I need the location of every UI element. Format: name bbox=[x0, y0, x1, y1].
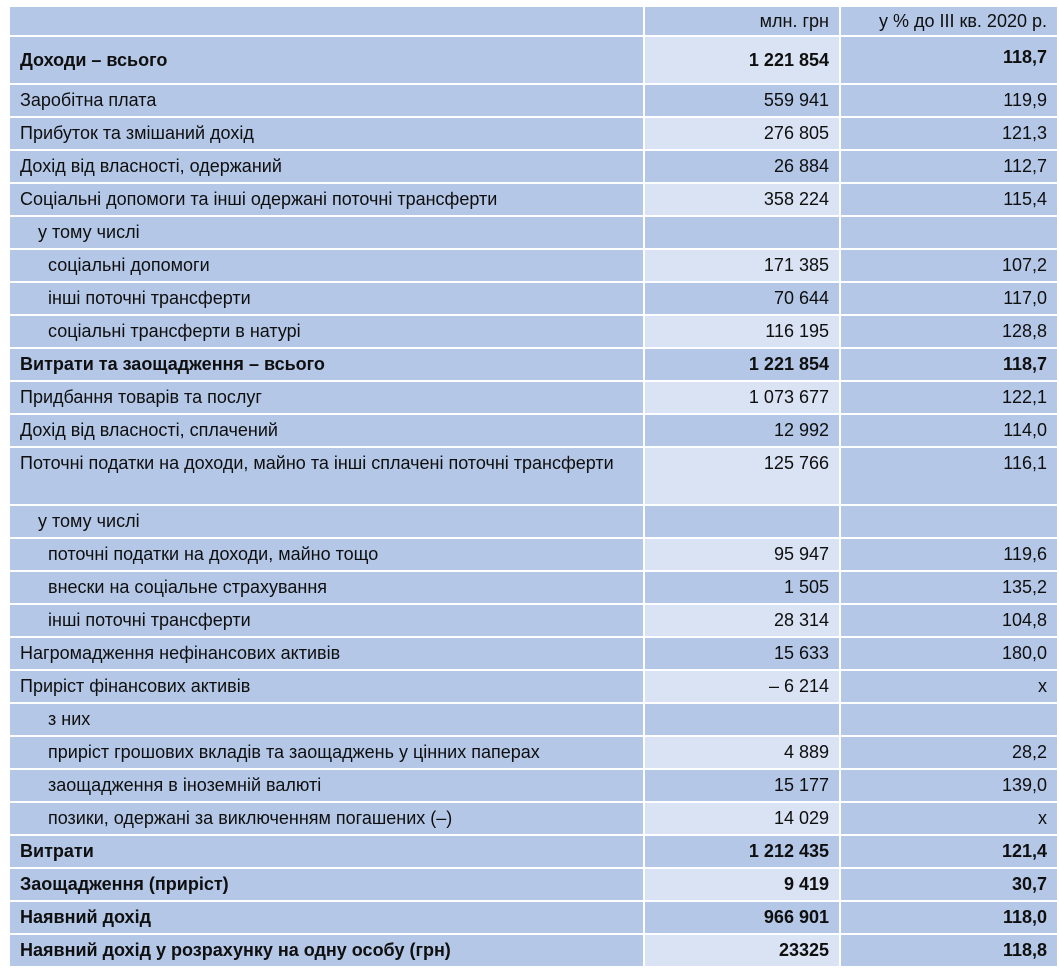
row-percent: 119,9 bbox=[841, 85, 1057, 116]
row-label: Витрати bbox=[10, 836, 643, 867]
row-value bbox=[645, 217, 839, 248]
row-label: інші поточні трансферти bbox=[10, 605, 643, 636]
row-percent: 180,0 bbox=[841, 638, 1057, 669]
row-label: Дохід від власності, одержаний bbox=[10, 151, 643, 182]
table-row bbox=[10, 572, 1057, 603]
row-value: 1 221 854 bbox=[645, 37, 839, 83]
table-row bbox=[10, 902, 1057, 933]
table-row bbox=[10, 37, 1057, 83]
row-value: 276 805 bbox=[645, 118, 839, 149]
row-percent: 115,4 bbox=[841, 184, 1057, 215]
row-percent: 135,2 bbox=[841, 572, 1057, 603]
table-row bbox=[10, 671, 1057, 702]
row-label: Поточні податки на доходи, майно та інші сплачені поточні трансферти bbox=[10, 448, 643, 504]
row-label: Придбання товарів та послуг bbox=[10, 382, 643, 413]
table-row bbox=[10, 638, 1057, 669]
table-row bbox=[10, 349, 1057, 380]
table-row bbox=[10, 184, 1057, 215]
table-row bbox=[10, 250, 1057, 281]
row-percent: 128,8 bbox=[841, 316, 1057, 347]
table-row bbox=[10, 935, 1057, 966]
row-value: 95 947 bbox=[645, 539, 839, 570]
table-row bbox=[10, 448, 1057, 504]
row-percent: 28,2 bbox=[841, 737, 1057, 768]
row-label: Заробітна плата bbox=[10, 85, 643, 116]
row-value: 12 992 bbox=[645, 415, 839, 446]
header-label bbox=[10, 7, 643, 35]
header-percent-column: у % до ІІІ кв. 2020 р. bbox=[841, 7, 1057, 35]
row-percent: 139,0 bbox=[841, 770, 1057, 801]
table-row bbox=[10, 382, 1057, 413]
table-row bbox=[10, 539, 1057, 570]
row-percent: x bbox=[841, 803, 1057, 834]
row-value: 125 766 bbox=[645, 448, 839, 504]
table-row bbox=[10, 85, 1057, 116]
row-value bbox=[645, 704, 839, 735]
row-percent bbox=[841, 217, 1057, 248]
income-expenditure-table bbox=[8, 5, 1059, 968]
row-percent: 118,7 bbox=[841, 349, 1057, 380]
row-percent: 122,1 bbox=[841, 382, 1057, 413]
row-percent: 121,4 bbox=[841, 836, 1057, 867]
row-label: соціальні трансферти в натурі bbox=[10, 316, 643, 347]
row-label: Заощадження (приріст) bbox=[10, 869, 643, 900]
table-row bbox=[10, 217, 1057, 248]
header-value-column: млн. грн bbox=[645, 7, 839, 35]
row-percent: x bbox=[841, 671, 1057, 702]
row-label: приріст грошових вкладів та заощаджень у цінних паперах bbox=[10, 737, 643, 768]
table-row bbox=[10, 869, 1057, 900]
row-percent: 117,0 bbox=[841, 283, 1057, 314]
row-value: 966 901 bbox=[645, 902, 839, 933]
row-percent: 107,2 bbox=[841, 250, 1057, 281]
row-value: 116 195 bbox=[645, 316, 839, 347]
row-value: 26 884 bbox=[645, 151, 839, 182]
row-value: 1 073 677 bbox=[645, 382, 839, 413]
table-row bbox=[10, 704, 1057, 735]
row-percent: 118,0 bbox=[841, 902, 1057, 933]
row-percent: 30,7 bbox=[841, 869, 1057, 900]
row-value: 4 889 bbox=[645, 737, 839, 768]
table-row bbox=[10, 151, 1057, 182]
row-label: у тому числі bbox=[10, 506, 643, 537]
row-label: інші поточні трансферти bbox=[10, 283, 643, 314]
table-row bbox=[10, 803, 1057, 834]
row-label: Витрати та заощадження – всього bbox=[10, 349, 643, 380]
row-label: поточні податки на доходи, майно тощо bbox=[10, 539, 643, 570]
table-row bbox=[10, 770, 1057, 801]
table-row bbox=[10, 737, 1057, 768]
row-label: Приріст фінансових активів bbox=[10, 671, 643, 702]
row-value: 14 029 bbox=[645, 803, 839, 834]
row-value: 1 212 435 bbox=[645, 836, 839, 867]
row-value bbox=[645, 506, 839, 537]
row-label: Дохід від власності, сплачений bbox=[10, 415, 643, 446]
row-value: 70 644 bbox=[645, 283, 839, 314]
row-percent bbox=[841, 704, 1057, 735]
row-label: Прибуток та змішаний дохід bbox=[10, 118, 643, 149]
row-label: Доходи – всього bbox=[10, 37, 643, 83]
row-label: внески на соціальне страхування bbox=[10, 572, 643, 603]
row-value: 358 224 bbox=[645, 184, 839, 215]
table-row bbox=[10, 506, 1057, 537]
row-percent: 118,7 bbox=[841, 37, 1057, 83]
table-row bbox=[10, 118, 1057, 149]
row-value: 9 419 bbox=[645, 869, 839, 900]
row-percent: 121,3 bbox=[841, 118, 1057, 149]
row-value: 15 177 bbox=[645, 770, 839, 801]
row-label: з них bbox=[10, 704, 643, 735]
row-label: Наявний дохід bbox=[10, 902, 643, 933]
row-percent: 114,0 bbox=[841, 415, 1057, 446]
row-value: 28 314 bbox=[645, 605, 839, 636]
table-row bbox=[10, 415, 1057, 446]
row-label: Нагромадження нефінансових активів bbox=[10, 638, 643, 669]
header-row bbox=[10, 7, 1057, 35]
row-percent: 118,8 bbox=[841, 935, 1057, 966]
row-value: – 6 214 bbox=[645, 671, 839, 702]
row-label: Соціальні допомоги та інші одержані поточні трансферти bbox=[10, 184, 643, 215]
row-value: 1 221 854 bbox=[645, 349, 839, 380]
row-label: Наявний дохід у розрахунку на одну особу (грн) bbox=[10, 935, 643, 966]
row-label: соціальні допомоги bbox=[10, 250, 643, 281]
table-row bbox=[10, 605, 1057, 636]
row-percent bbox=[841, 506, 1057, 537]
row-label: у тому числі bbox=[10, 217, 643, 248]
row-percent: 104,8 bbox=[841, 605, 1057, 636]
row-value: 1 505 bbox=[645, 572, 839, 603]
row-label: заощадження в іноземній валюті bbox=[10, 770, 643, 801]
row-percent: 112,7 bbox=[841, 151, 1057, 182]
row-percent: 116,1 bbox=[841, 448, 1057, 504]
table-row bbox=[10, 316, 1057, 347]
table-row bbox=[10, 836, 1057, 867]
row-percent: 119,6 bbox=[841, 539, 1057, 570]
row-value: 171 385 bbox=[645, 250, 839, 281]
table-row bbox=[10, 283, 1057, 314]
row-value: 559 941 bbox=[645, 85, 839, 116]
row-value: 15 633 bbox=[645, 638, 839, 669]
row-label: позики, одержані за виключенням погашених (–) bbox=[10, 803, 643, 834]
row-value: 23325 bbox=[645, 935, 839, 966]
